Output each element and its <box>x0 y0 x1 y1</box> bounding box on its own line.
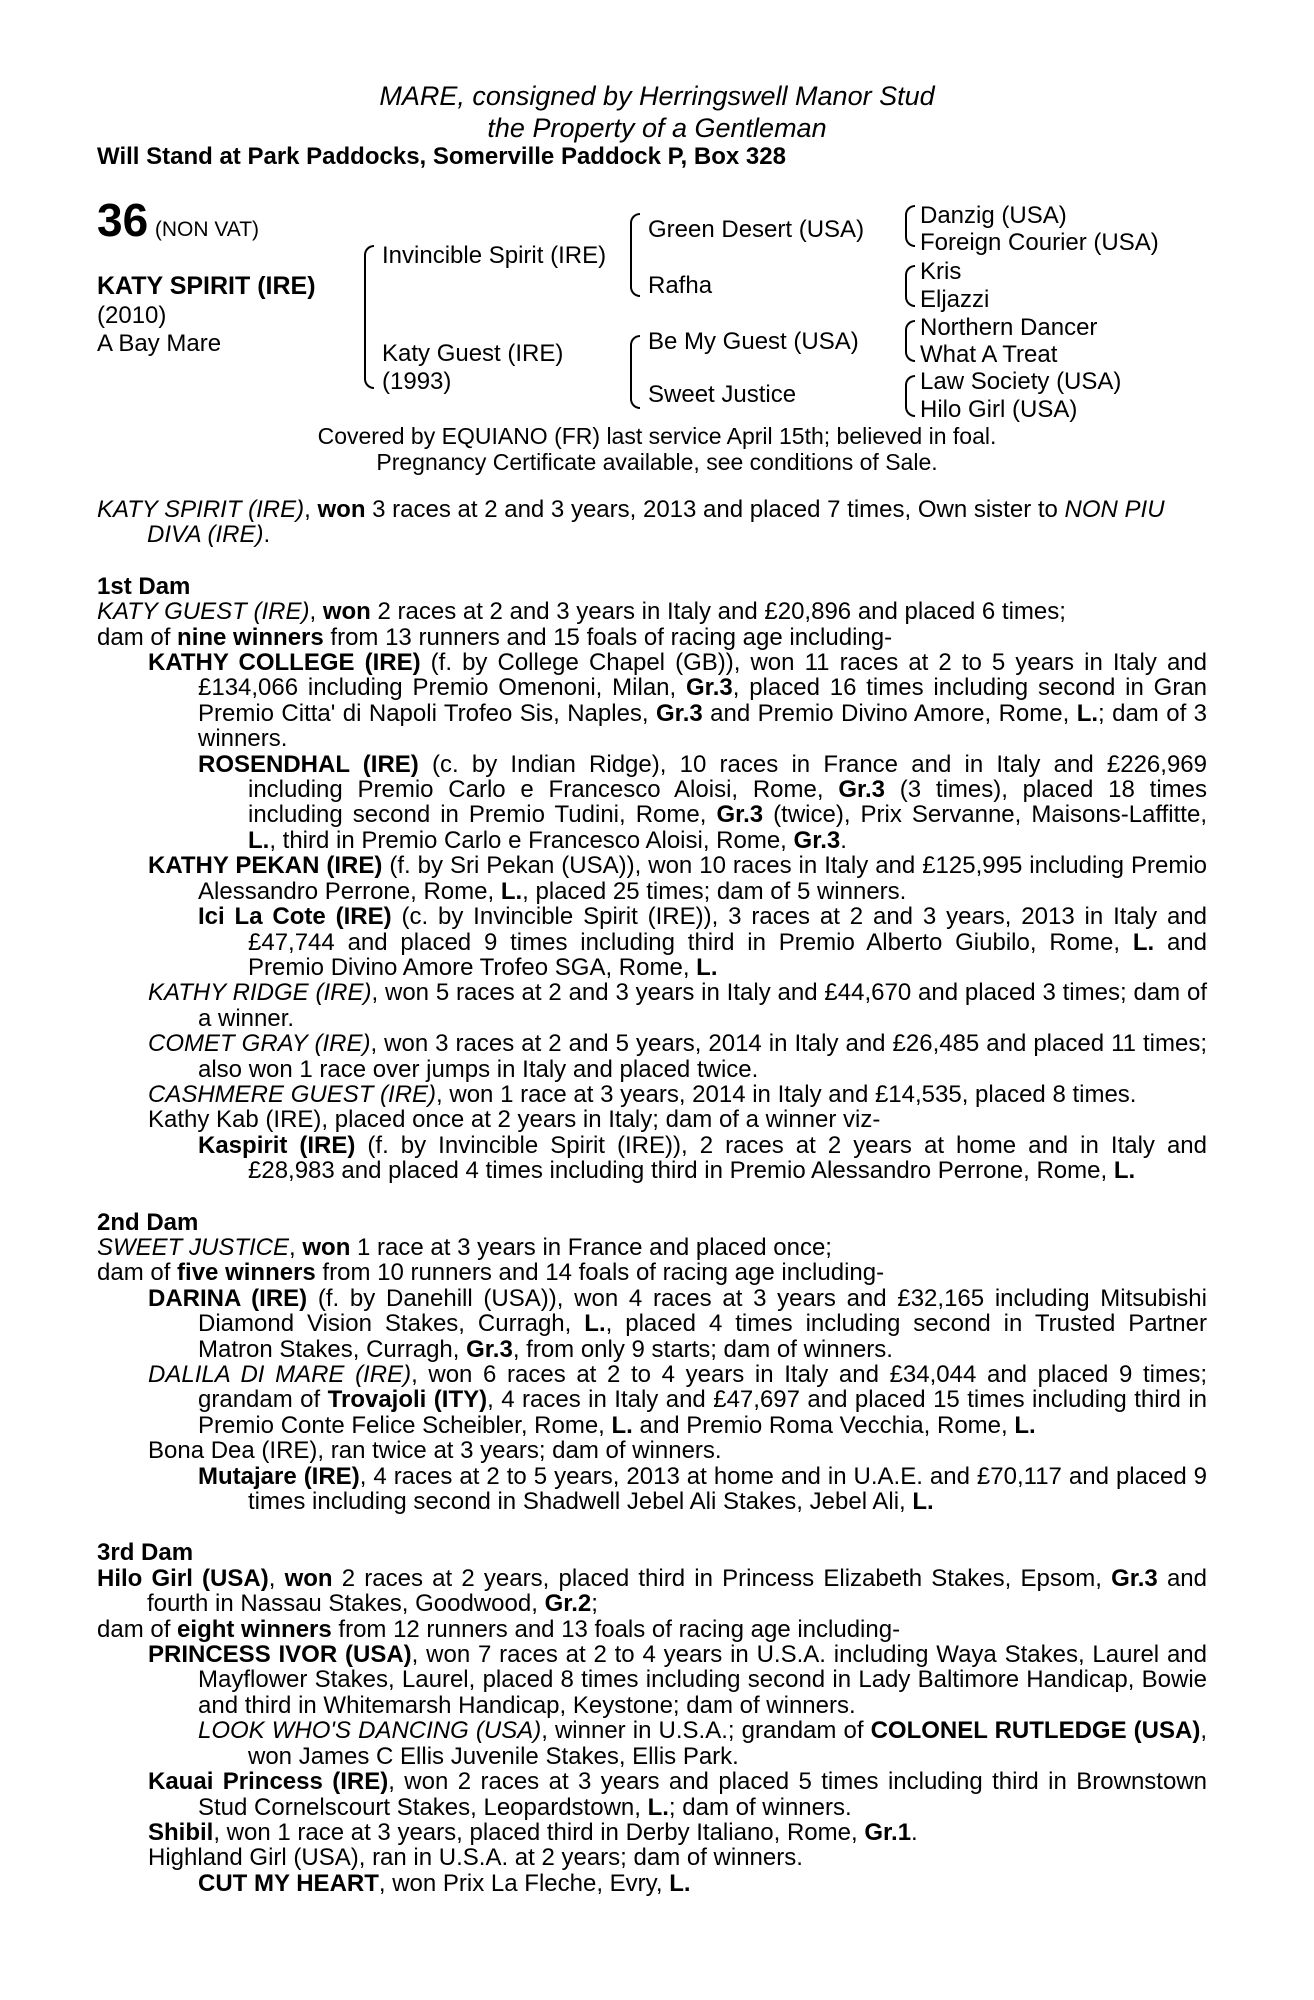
produce-entry: Kaspirit (IRE) (f. by Invincible Spirit (IRE)), 2 races at 2 years at home and in Italy and £28,983 and placed 4 times including third in Premio Alessandro Perrone, Rome, L. <box>198 1131 1207 1185</box>
covered-line: Covered by EQUIANO (FR) last service April 15th; believed in foal. <box>317 423 997 449</box>
produce-entry: KATHY COLLEGE (IRE) (f. by College Chapel (GB)), won 11 races at 2 to 5 years in Italy and £134,066 including Premio Omenoni, Milan, Gr.3, placed 16 times including second in Gran Premio Citta' di Napoli Trofeo Sis, Naples, Gr.3 and Premio Divino Amore, Rome, L.; dam of 3 winners. <box>148 649 1208 753</box>
produce-entry: DARINA (IRE) (f. by Danehill (USA)), won 4 races at 3 years and £32,165 including Mitsubishi Diamond Vision Stakes, Curragh, L., placed 4 times including second in Trusted Partner Matron Stakes, Curragh, Gr.3, from only 9 starts; dam of winners. <box>148 1284 1207 1363</box>
produce-entry: CUT MY HEART, won Prix La Fleche, Evry, L. <box>198 1869 691 1897</box>
pedigree-brace-dam <box>630 335 640 409</box>
pedigree-sire-sire: Green Desert (USA) <box>648 216 865 243</box>
first-dam-produce-line: dam of nine winners from 13 runners and 15 foals of racing age including- <box>97 623 893 651</box>
produce-entry: Highland Girl (USA), ran in U.S.A. at 2 years; dam of winners. <box>148 1844 803 1872</box>
vat-status: (NON VAT) <box>154 218 260 241</box>
pedigree-brace-sd <box>905 265 915 307</box>
third-dam-produce-line: dam of eight winners from 12 runners and 13 foals of racing age including- <box>97 1615 901 1643</box>
foaled-year: (2010) <box>97 302 167 329</box>
property-line: the Property of a Gentleman <box>487 113 827 143</box>
pedigree-brace-sire <box>630 213 640 297</box>
pedigree-dam-year: (1993) <box>382 368 452 395</box>
first-dam-line: KATY GUEST (IRE), won 2 races at 2 and 3 years in Italy and £20,896 and placed 6 times; <box>97 598 1066 626</box>
pedigree-dam: Katy Guest (IRE) <box>382 340 564 367</box>
second-dam-line: SWEET JUSTICE, won 1 race at 3 years in France and placed once; <box>97 1233 832 1261</box>
produce-entry: DALILA DI MARE (IRE), won 6 races at 2 to 4 years in Italy and £34,044 and placed 9 times; grandam of Trovajoli (ITY), 4 races in Italy and £47,697 and placed 15 times including third in Premio Conte Felice Scheibler, Rome, L. and Premio Roma Vecchia, Rome, L. <box>148 1361 1208 1439</box>
produce-entry: Kauai Princess (IRE), won 2 races at 3 years and placed 5 times including third in Brownstown Stud Cornelscourt Stakes, Leopardstown, L.; dam of winners. <box>148 1768 1207 1821</box>
pedigree-dsd: What A Treat <box>920 341 1058 368</box>
third-dam-line: Hilo Girl (USA), won 2 races at 2 years, placed third in Princess Elizabeth Stakes, Epsom, Gr.3 and fourth in Nassau Stakes, Goodwood, Gr.2; <box>97 1564 1207 1618</box>
produce-entry: Kathy Kab (IRE), placed once at 2 years in Italy; dam of a winner viz- <box>148 1106 881 1134</box>
horse-description: A Bay Mare <box>97 330 222 357</box>
produce-entry: ROSENDHAL (IRE) (c. by Indian Ridge), 10 races in France and in Italy and £226,969 including Premio Carlo e Francesco Aloisi, Rome, Gr.3 (3 times), placed 18 times including second in Premio Tudini, Rome, Gr.3 (twice), Prix Servanne, Maisons-Laffitte, L., third in Premio Carlo e Francesco Aloisi, Rome, Gr.3. <box>198 750 1207 854</box>
location-line: Will Stand at Park Paddocks, Somerville Paddock P, Box 328 <box>97 143 786 170</box>
produce-entry: Shibil, won 1 race at 3 years, placed third in Derby Italiano, Rome, Gr.1. <box>148 1818 918 1846</box>
second-dam-heading: 2nd Dam <box>97 1208 199 1236</box>
produce-entry: KATHY RIDGE (IRE), won 5 races at 2 and 3 years in Italy and £44,670 and placed 3 times; dam of a winner. <box>148 979 1208 1032</box>
produce-entry: PRINCESS IVOR (USA), won 7 races at 2 to 4 years in U.S.A. including Waya Stakes, Laurel and Mayflower Stakes, Laurel, placed 8 times including second in Lady Baltimore Handicap, Bowie and third in Whitemarsh Handicap, Keystone; dam of winners. <box>148 1641 1207 1719</box>
pedigree-brace-ds <box>905 320 915 362</box>
lot-number-row <box>97 194 260 246</box>
produce-entry: Bona Dea (IRE), ran twice at 3 years; dam of winners. <box>148 1437 722 1465</box>
pedigree-dam-sire: Be My Guest (USA) <box>648 328 859 355</box>
produce-entry: CASHMERE GUEST (IRE), won 1 race at 3 years, 2014 in Italy and £14,535, placed 8 times. <box>148 1080 1137 1108</box>
produce-entry: COMET GRAY (IRE), won 3 races at 2 and 5 years, 2014 in Italy and £26,485 and placed 11 times; also won 1 race over jumps in Italy and placed twice. <box>148 1030 1207 1083</box>
pedigree-dds: Law Society (USA) <box>920 368 1122 395</box>
consignor-line: MARE, consigned by Herringswell Manor Stud <box>379 81 935 111</box>
pedigree-brace-main <box>364 245 374 389</box>
pedigree-sire-dam: Rafha <box>648 272 713 299</box>
produce-entry: KATHY PEKAN (IRE) (f. by Sri Pekan (USA)), won 10 races in Italy and £125,995 including Premio Alessandro Perrone, Rome, L., placed 25 times; dam of 5 winners. <box>148 852 1207 905</box>
produce-entry: Ici La Cote (IRE) (c. by Invincible Spirit (IRE)), 3 races at 2 and 3 years, 2013 in Italy and £47,744 and placed 9 times including third in Premio Alberto Giubilo, Rome, L. and Premio Divino Amore Trofeo SGA, Rome, L. <box>198 903 1207 981</box>
pedigree-brace-ss <box>905 205 915 247</box>
first-dam-heading: 1st Dam <box>97 572 191 600</box>
lot-number: 36 <box>97 194 149 246</box>
pedigree-sds: Kris <box>920 258 962 285</box>
pedigree-dss: Northern Dancer <box>920 314 1098 341</box>
pedigree-sss: Danzig (USA) <box>920 202 1067 229</box>
catalogue-body <box>97 497 1207 1896</box>
intro-paragraph: KATY SPIRIT (IRE), won 3 races at 2 and 3 years, 2013 and placed 7 times, Own sister to NON PIU DIVA (IRE). <box>97 496 1165 549</box>
pedigree-ssd: Foreign Courier (USA) <box>920 229 1159 256</box>
third-dam-heading: 3rd Dam <box>97 1539 194 1567</box>
produce-entry: LOOK WHO'S DANCING (USA), winner in U.S.A.; grandam of COLONEL RUTLEDGE (USA), won James C Ellis Juvenile Stakes, Ellis Park. <box>198 1717 1208 1770</box>
pedigree-sire: Invincible Spirit (IRE) <box>382 242 607 269</box>
pedigree-ddd: Hilo Girl (USA) <box>920 396 1078 423</box>
produce-entry: Mutajare (IRE), 4 races at 2 to 5 years, 2013 at home and in U.A.E. and £70,117 and placed 9 times including second in Shadwell Jebel Ali Stakes, Jebel Ali, L. <box>198 1462 1208 1516</box>
horse-name: KATY SPIRIT (IRE) <box>97 272 316 300</box>
pedigree-sdd: Eljazzi <box>920 286 990 313</box>
pregnancy-line: Pregnancy Certificate available, see conditions of Sale. <box>376 449 938 475</box>
second-dam-produce-line: dam of five winners from 10 runners and 14 foals of racing age including- <box>97 1259 885 1287</box>
pedigree-brace-dd <box>905 375 915 417</box>
pedigree-dam-dam: Sweet Justice <box>648 381 797 408</box>
